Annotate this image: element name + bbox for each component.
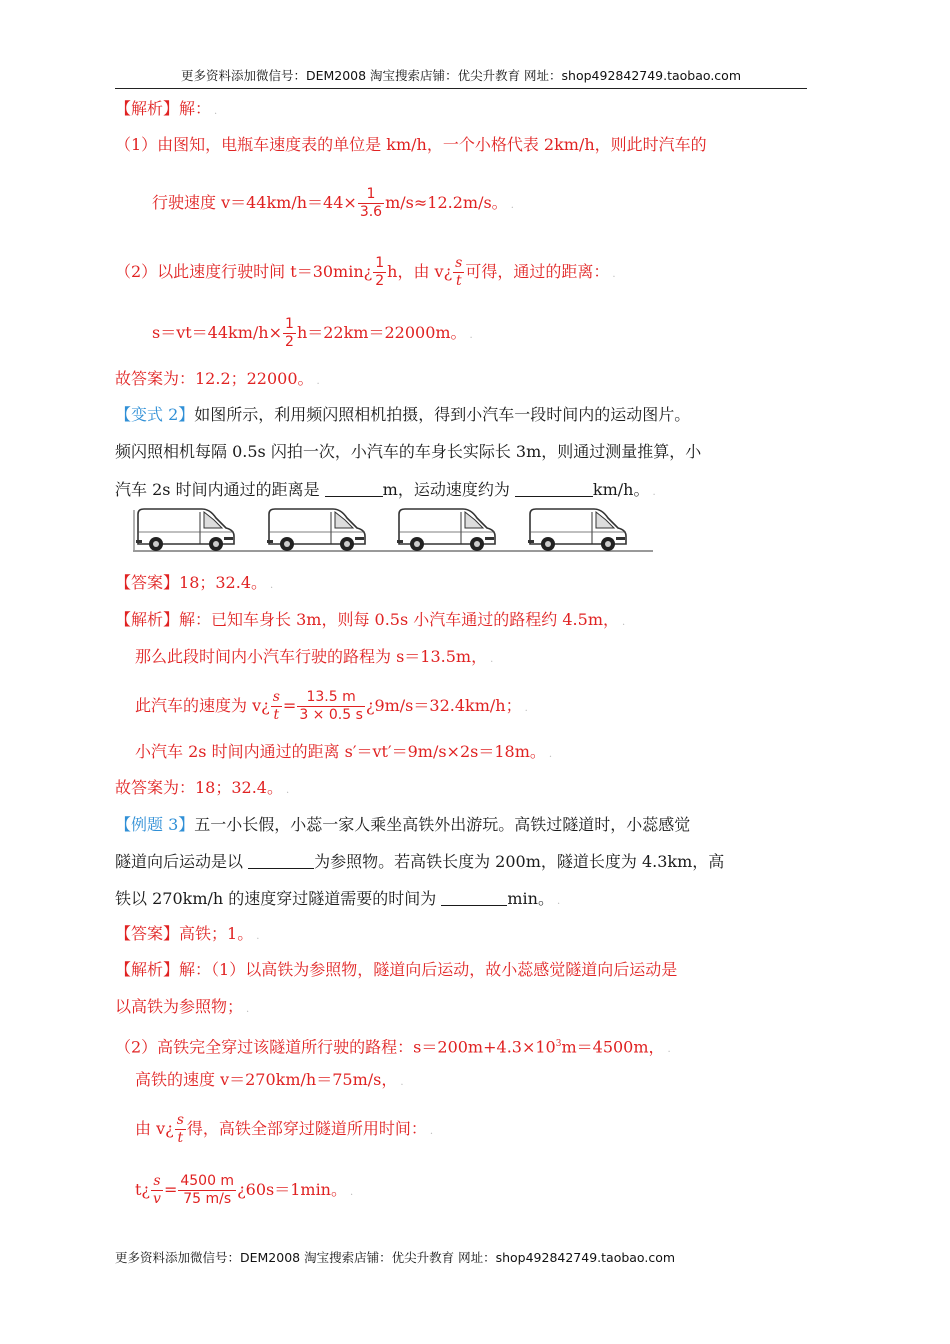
frac-num: 1 (285, 316, 294, 332)
ex3-exp-tag: 【解析】 (115, 960, 180, 979)
van-1 (136, 509, 234, 551)
van-3 (397, 509, 495, 551)
v2-exp-3b: ¿9m/s＝32.4km/h； (365, 696, 522, 715)
ex3-question-2a: 隧道向后运动是以 (115, 852, 249, 871)
frac-den: t (177, 1130, 184, 1146)
frac-num: s (151, 1173, 163, 1191)
s1-line-1: （1）由图知，电瓶车速度表的单位是 km/h，一个小格代表 2km/h，则此时汽车的 (115, 135, 707, 154)
frac-num: 1 (358, 186, 384, 204)
v2-answer-tag: 【答案】 (115, 573, 180, 592)
v2-exp-tag: 【解析】 (115, 610, 180, 629)
v2-exp-line-4: 小汽车 2s 时间内通过的距离 s′＝vt′＝9m/s×2s＝18m。 . (135, 742, 553, 761)
s1-line-intro: 【解析】解： . (115, 99, 218, 118)
ex3-exp-line-1 (115, 958, 677, 982)
ex3-tag: 【例题 3】 (115, 815, 195, 834)
v2-answer: 【答案】18；32.4。 . (115, 573, 274, 592)
s1-fraction-half-2 (283, 316, 296, 351)
v2-blank-speed[interactable] (515, 480, 593, 497)
ex3-exp-2: 以高铁为参照物； (115, 997, 244, 1016)
ex3-exp-6a: t¿ (135, 1180, 151, 1199)
frac-den: v (153, 1191, 161, 1207)
ex3-exp-1: 解：（1）以高铁为参照物，隧道向后运动，故小蕊感觉隧道向后运动是 (179, 960, 678, 979)
s1-speed-text: 行驶速度 v＝44km/h＝44× (152, 193, 357, 212)
ex3-question-3b: min。 (507, 889, 554, 908)
s1-line-4: s＝vt＝44km/h× $\frac{1}{2}$ h＝22km＝22000m。 . (152, 316, 473, 350)
ex3-fraction-s-v (151, 1173, 163, 1208)
v2-fraction-s-t (271, 689, 282, 724)
ex3-blank-time[interactable] (441, 889, 507, 906)
ex3-question-2b: 为参照物。若高铁长度为 200m，隧道长度为 4.3km，高 (314, 852, 725, 871)
ex3-line-1 (115, 813, 690, 837)
s1-time-end: 可得，通过的距离： (465, 262, 610, 281)
ex3-exp-line-6: t¿ $\frac{s}{v}$ = $\frac{4500 m}{75 m/s}$ ¿60s＝1min。 . (135, 1173, 354, 1207)
v2-exp-line-2: 那么此段时间内小汽车行驶的路程为 s＝13.5m， . (135, 647, 494, 666)
s1-distance-text: s＝vt＝44km/h× (152, 323, 283, 342)
v2-exp-2: 那么此段时间内小汽车行驶的路程为 s＝13.5m， (135, 647, 488, 666)
ex3-exp-4: 高铁的速度 v＝270km/h＝75m/s， (135, 1070, 398, 1089)
frac-num: 1 (375, 255, 385, 271)
v2-line-3: 汽车 2s 时间内通过的距离是 m，运动速度约为 km/h。 . (115, 480, 656, 499)
v2-question-1: 如图所示，利用频闪照相机拍摄，得到小汽车一段时间内的运动图片。 (194, 405, 691, 424)
s1-time-text: （2）以此速度行驶时间 t＝30min¿ (115, 262, 373, 281)
ex3-fraction-s-t (175, 1112, 186, 1147)
frac-den: 2 (285, 334, 294, 350)
v2-blank-distance[interactable] (325, 480, 383, 497)
v2-exp-4: 小汽车 2s 时间内通过的距离 s′＝vt′＝9m/s×2s＝18m。 (135, 742, 546, 761)
s1-speed-result: m/s≈12.2m/s。 (385, 193, 508, 212)
v2-line-1 (115, 403, 690, 427)
v2-exp-line-1: 【解析】解：已知车身长 3m，则每 0.5s 小汽车通过的路程约 4.5m， . (115, 610, 626, 629)
v2-question-3b: m，运动速度约为 (382, 480, 515, 499)
s1-time-mid: h，由 v¿ (387, 262, 453, 281)
s1-fraction-s-t (453, 255, 464, 290)
v2-exp-line-3: 此汽车的速度为 v¿ $\frac{s}{t}$ = $\frac{13.5 m}{3 \times 0.5 s}$ ¿9m/s＝32.4km/h； . (135, 689, 528, 723)
van-4 (528, 509, 626, 551)
ex3-exp-line-2: 以高铁为参照物； . (115, 997, 250, 1016)
frac-den: t (455, 273, 462, 289)
frac-num: s (176, 1112, 184, 1128)
ex3-question-1: 五一小长假，小蕊一家人乘坐高铁外出游玩。高铁过隧道时，小蕊感觉 (194, 815, 691, 834)
v2-question-3c: km/h。 (592, 480, 650, 499)
ex3-exp-3a: （2）高铁完全穿过该隧道所行驶的路程：s＝200m+4.3×10 (115, 1037, 556, 1057)
s1-line-2: 行驶速度 v＝44km/h＝44× $\frac{1}{3.6}$ m/s≈12.2m/s。 . (152, 186, 514, 220)
ex3-exp-6b: ¿60s＝1min。 (237, 1180, 347, 1199)
page-header: 更多资料添加微信号：DEM2008 淘宝搜索店铺：优尖升教育 网址：shop492842749.taobao.com (115, 66, 807, 89)
v2-final: 故答案为：18；32.4。 . (115, 778, 290, 797)
frac-den: 75 m/s (183, 1191, 232, 1207)
s1-tag: 【解析】 (115, 99, 180, 118)
v2-answer-text: 18；32.4。 (179, 573, 268, 592)
v2-question-3a: 汽车 2s 时间内通过的距离是 (115, 480, 325, 499)
s1-line-3: （2）以此速度行驶时间 t＝30min¿ $\frac{1}{2}$ h，由 v¿ $\frac{s}{t}$ 可得，通过的距离： . (115, 255, 616, 289)
ex3-exp-line-4: 高铁的速度 v＝270km/h＝75m/s， . (135, 1070, 404, 1089)
ex3-question-3a: 铁以 270km/h 的速度穿过隧道需要的时间为 (115, 889, 442, 908)
s1-fraction-half (373, 255, 386, 290)
s1-distance-result: h＝22km＝22000m。 (296, 323, 467, 342)
ex3-exp-line-5: 由 v¿ $\frac{s}{t}$ 得，高铁全部穿过隧道所用时间： . (135, 1112, 434, 1146)
frac-num: 13.5 m (297, 689, 365, 707)
frac-den: 3 × 0.5 s (299, 707, 363, 723)
v2-final-text: 故答案为：18；32.4。 (115, 778, 283, 797)
ex3-exp-3b: m＝4500m， (561, 1037, 665, 1057)
v2-exp-1: 解：已知车身长 3m，则每 0.5s 小汽车通过的路程约 4.5m， (179, 610, 619, 629)
frac-den: 3.6 (359, 204, 383, 220)
ex3-exp-5a: 由 v¿ (135, 1119, 174, 1138)
v2-line-2: 频闪照相机每隔 0.5s 闪拍一次，小汽车的车身长实际长 3m，则通过测量推算，小 (115, 442, 702, 461)
frac-den: t (273, 707, 280, 723)
ex3-line-2 (115, 850, 724, 874)
ex3-line-3: 铁以 270km/h 的速度穿过隧道需要的时间为 min。 . (115, 889, 561, 908)
ex3-exp-line-3: （2）高铁完全穿过该隧道所行驶的路程：$s=200m+4.3\times 10^3m=4500m$， . (115, 1037, 671, 1057)
van-2 (267, 509, 365, 551)
frac-num: s (272, 689, 280, 705)
ex3-answer: 【答案】高铁；1。 . (115, 924, 260, 943)
ex3-answer-text: 高铁；1。 (179, 924, 254, 943)
ex3-exp-sup: 3 (555, 1039, 562, 1049)
v2-tag: 【变式 2】 (115, 405, 195, 424)
ex3-answer-tag: 【答案】 (115, 924, 180, 943)
s1-intro: 解： (179, 99, 212, 118)
page-footer: 更多资料添加微信号：DEM2008 淘宝搜索店铺：优尖升教育 网址：shop492842749.taobao.com (115, 1250, 676, 1265)
v2-exp-3a: 此汽车的速度为 v¿ (135, 696, 270, 715)
s1-answer: 故答案为：12.2；22000。 . (115, 369, 320, 388)
frac-den: 2 (375, 273, 385, 289)
four-vans-image (133, 506, 653, 554)
s1-answer-text: 故答案为：12.2；22000。 (115, 369, 314, 388)
v2-fraction-values (297, 689, 365, 724)
ex3-fraction-values (178, 1173, 236, 1208)
s1-fraction-1-3.6 (358, 186, 384, 221)
ex3-blank-reference[interactable] (248, 852, 314, 869)
frac-num: s (455, 255, 463, 271)
frac-num: 4500 m (180, 1173, 235, 1189)
ex3-exp-5b: 得，高铁全部穿过隧道所用时间： (186, 1119, 427, 1138)
